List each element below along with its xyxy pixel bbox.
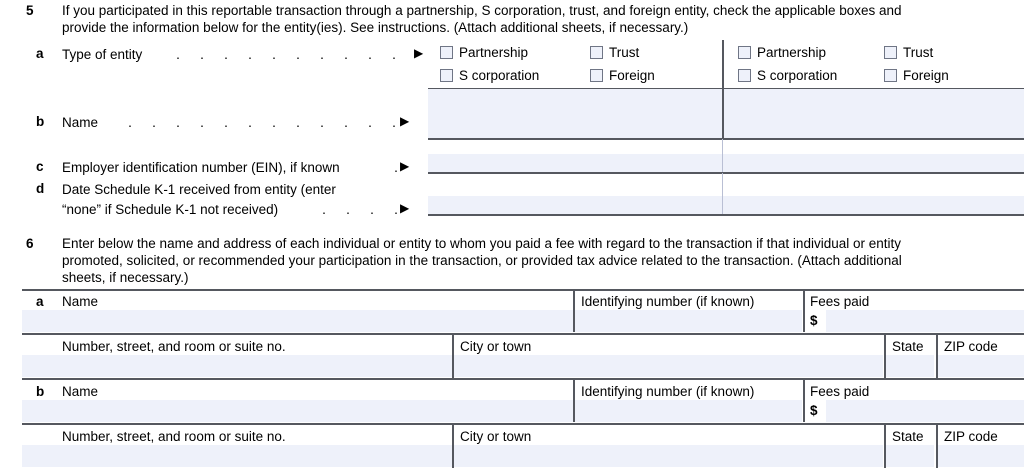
entry-a-fees-paid-header: Fees paid	[810, 294, 870, 309]
entity-column-divider-5d	[722, 173, 723, 214]
checkbox-label-partnership-col2: Partnership	[757, 45, 827, 60]
rule-under-entry-a-name	[22, 333, 1024, 335]
entity-column-divider-5b	[722, 89, 724, 138]
entry-b-identifying-number-input[interactable]	[574, 400, 802, 422]
entry-a-name-input[interactable]	[22, 310, 573, 332]
checkbox-foreign-col1[interactable]	[590, 69, 603, 82]
entry-b-street-header: Number, street, and room or suite no.	[62, 429, 286, 444]
line-5b-label: Name	[62, 115, 99, 130]
entry-a-zip-header: ZIP code	[944, 339, 998, 354]
checkbox-label-partnership-col1: Partnership	[459, 45, 529, 60]
entry-b-identifying-number-header: Identifying number (if known)	[581, 384, 755, 399]
checkbox-trust-col1[interactable]	[590, 46, 603, 59]
entry-a-name-header: Name	[62, 294, 99, 309]
entity-column-divider-top	[722, 40, 724, 88]
entry-b-divider-fees	[803, 379, 805, 422]
entry-a-divider-city	[452, 333, 454, 378]
line-6-instruction-3: sheets, if necessary.)	[62, 270, 189, 285]
line-5-number: 5	[26, 3, 34, 18]
entry-a-identifying-number-header: Identifying number (if known)	[581, 294, 755, 309]
line-6-instruction-1: Enter below the name and address of each individual or entity to whom you paid a fee with regard to the transaction if that individual or entity	[62, 236, 901, 251]
entry-a-divider-zip	[936, 333, 938, 378]
entry-a-letter: a	[36, 294, 44, 309]
entry-b-state-input[interactable]	[885, 445, 934, 467]
line-5d-label-line1: Date Schedule K-1 received from entity (enter	[62, 182, 336, 197]
line-5c-letter: c	[36, 159, 44, 174]
entry-a-city-header: City or town	[460, 339, 532, 354]
entry-b-name-header: Name	[62, 384, 99, 399]
line-6-instruction-2: promoted, solicited, or recommended your participation in the transaction, or provided tax advice related to the transaction. (Attach additional	[62, 253, 902, 268]
rule-under-5d	[428, 214, 1024, 216]
entry-b-name-input[interactable]	[22, 400, 573, 422]
rule-under-5c	[428, 172, 1024, 174]
line-5a-arrow-icon: ▶	[414, 46, 424, 60]
entry-a-fees-paid-input[interactable]	[826, 310, 1024, 332]
checkbox-label-trust-col1: Trust	[609, 45, 640, 60]
entry-b-zip-header: ZIP code	[944, 429, 998, 444]
line-5a-dot-leader: . . . . . . . . . .	[176, 47, 396, 62]
line-5a-label: Type of entity	[62, 47, 143, 62]
line-5d-dot-leader: . . . .	[322, 202, 398, 217]
line-6-number: 6	[26, 236, 34, 251]
entry-a-street-input[interactable]	[22, 355, 452, 377]
entry-a-state-header: State	[892, 339, 924, 354]
checkbox-label-foreign-col1: Foreign	[609, 68, 655, 83]
line-5b-letter: b	[36, 114, 45, 129]
entry-b-divider-state	[884, 423, 886, 468]
rule-under-entry-a-address	[22, 378, 1024, 380]
line-5c-dot-leader: .	[394, 160, 398, 175]
line-5-instruction-1: If you participated in this reportable transaction through a partnership, S corporation, trust, and foreign entity, check the applicable boxes and	[62, 3, 902, 18]
entry-a-divider-fees	[803, 289, 805, 332]
rule-above-entry-a	[22, 289, 1024, 291]
entity-column-divider-5c	[722, 139, 723, 172]
checkbox-label-s-corporation-col2: S corporation	[757, 68, 838, 83]
line-5c-arrow-icon: ▶	[400, 159, 410, 173]
line-5a-letter: a	[36, 46, 44, 61]
checkbox-partnership-col1[interactable]	[440, 46, 453, 59]
line-5d-arrow-icon: ▶	[400, 201, 410, 215]
entry-a-zip-input[interactable]	[937, 355, 1024, 377]
entry-a-currency-symbol: $	[810, 313, 818, 328]
checkbox-trust-col2[interactable]	[884, 46, 897, 59]
entry-a-divider-state	[884, 333, 886, 378]
entry-b-state-header: State	[892, 429, 924, 444]
line-5b-dot-leader: . . . . . . . . . . . .	[128, 115, 396, 130]
entry-b-street-input[interactable]	[22, 445, 452, 467]
checkbox-partnership-col2[interactable]	[738, 46, 751, 59]
entry-a-street-header: Number, street, and room or suite no.	[62, 339, 286, 354]
entry-b-city-header: City or town	[460, 429, 532, 444]
entry-a-identifying-number-input[interactable]	[574, 310, 802, 332]
line-5d-label-line2: “none” if Schedule K-1 not received)	[62, 202, 279, 217]
entry-a-state-input[interactable]	[885, 355, 934, 377]
checkbox-label-s-corporation-col1: S corporation	[459, 68, 540, 83]
line-5c-ein-input[interactable]	[428, 154, 1024, 172]
line-5c-label: Employer identification number (EIN), if known	[62, 160, 340, 175]
entry-b-divider-zip	[936, 423, 938, 468]
checkbox-s-corporation-col1[interactable]	[440, 69, 453, 82]
line-5d-letter: d	[36, 181, 45, 196]
entry-b-city-input[interactable]	[453, 445, 883, 467]
line-5d-date-input[interactable]	[428, 196, 1024, 214]
checkbox-foreign-col2[interactable]	[884, 69, 897, 82]
entry-b-divider-city	[452, 423, 454, 468]
checkbox-s-corporation-col2[interactable]	[738, 69, 751, 82]
entry-b-divider-identifying	[573, 379, 575, 422]
entry-b-currency-symbol: $	[810, 403, 818, 418]
entry-a-city-input[interactable]	[453, 355, 883, 377]
entry-a-divider-identifying	[573, 289, 575, 332]
entry-b-letter: b	[36, 384, 45, 399]
line-5b-arrow-icon: ▶	[400, 114, 410, 128]
rule-under-entry-b-name	[22, 423, 1024, 425]
checkbox-label-trust-col2: Trust	[903, 45, 934, 60]
checkbox-label-foreign-col2: Foreign	[903, 68, 949, 83]
entry-b-fees-paid-input[interactable]	[826, 400, 1024, 422]
entry-b-zip-input[interactable]	[937, 445, 1024, 467]
line-5b-name-input[interactable]	[428, 89, 1024, 138]
rule-under-5b	[428, 138, 1024, 140]
line-5-instruction-2: provide the information below for the entity(ies). See instructions. (Attach additional sheets, if necessary.)	[62, 20, 689, 35]
entry-b-fees-paid-header: Fees paid	[810, 384, 870, 399]
